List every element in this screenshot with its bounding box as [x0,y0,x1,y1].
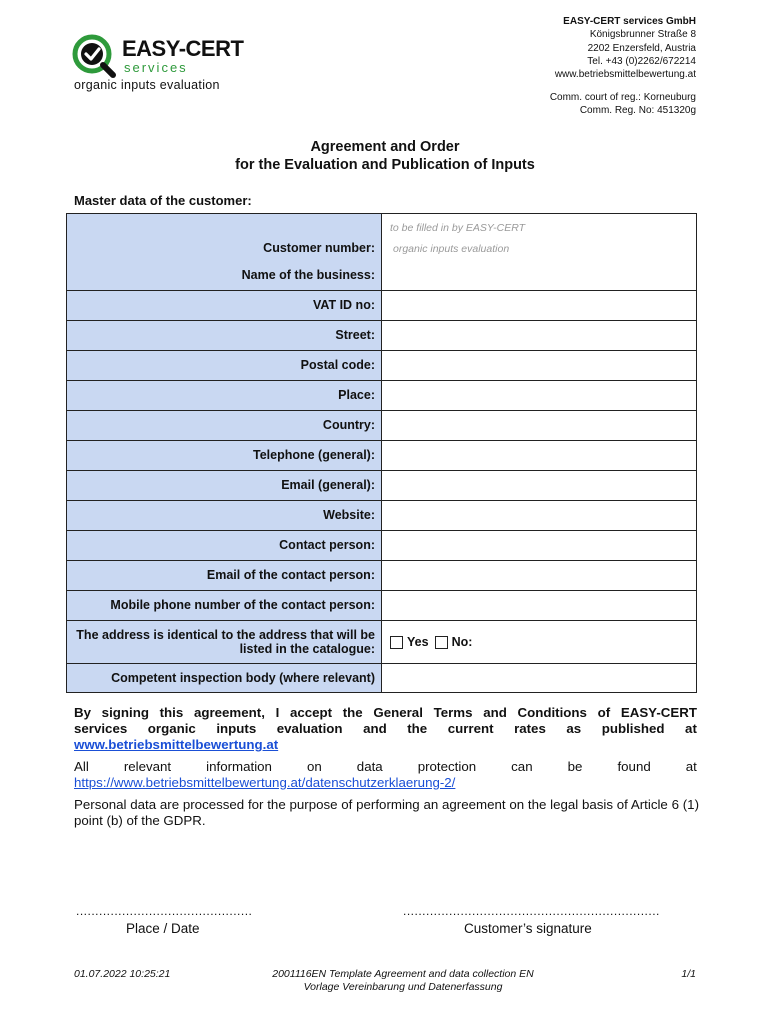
document-title [0,138,770,174]
customer-data-form [66,213,697,693]
footer-document [200,968,606,994]
company-tel: Tel. +43 (0)2262/672214 [587,55,696,67]
word: and [363,721,387,736]
footer-timestamp: 01.07.2022 10:25:21 [74,968,171,980]
terms-paragraph [74,705,697,753]
word: at [685,721,697,736]
form-row-label: Email of the contact person: [67,561,382,590]
form-row [67,470,696,500]
word: published [601,721,665,736]
signature-line: ................................................................... [403,904,660,918]
terms-line-2 [74,721,697,737]
word: relevant [123,759,172,774]
company-name: EASY-CERT services GmbH [563,16,696,27]
form-row-label: Postal code: [67,351,382,380]
form-row-input[interactable] [382,351,696,380]
word: be [567,759,583,774]
form-row [67,440,696,470]
gdpr-paragraph: Personal data are processed for the purpose of performing an agreement on the legal basis of Article 6 (1) point (b) of the GDPR. [74,797,699,828]
form-row-input[interactable] [382,561,696,590]
form-row [67,350,696,380]
form-row-label: Email (general): [67,471,382,500]
word: General [373,705,423,720]
footer-doc-line-2: Vorlage Vereinbarung und Datenerfassung [303,981,503,993]
place-date-label: Place / Date [126,921,200,936]
yes-checkbox[interactable] [390,636,403,649]
form-row-input[interactable] [382,471,696,500]
word: protection [417,759,477,774]
yes-label: Yes [407,635,429,649]
company-city: 2202 Enzersfeld, Austria [587,42,696,54]
logo-tagline: organic inputs evaluation [74,78,220,92]
form-row [67,410,696,440]
form-row-label: Mobile phone number of the contact person: [67,591,382,620]
form-row-label: Country: [67,411,382,440]
form-row-label: Name of the business: [67,261,382,290]
word: services [74,721,128,736]
form-row-input[interactable] [382,531,696,560]
word: signing [101,705,149,720]
form-row [67,500,696,530]
form-row-input[interactable] [382,381,696,410]
word: of [597,705,611,720]
form-row-input[interactable] [382,321,696,350]
word: rates [514,721,546,736]
word: can [511,759,533,774]
title-line-1: Agreement and Order [310,139,460,155]
form-row-input[interactable] [382,591,696,620]
company-street: Königsbrunner Straße 8 [589,29,696,41]
company-address [555,15,696,81]
form-row-input[interactable] [382,411,696,440]
word: evaluation [276,721,343,736]
form-row [67,320,696,350]
signature-label: Customer’s signature [464,921,592,936]
word: Conditions [517,705,587,720]
form-row-inspection-body [67,663,696,692]
form-row-input[interactable] [382,261,696,290]
form-row-label: Place: [67,381,382,410]
form-row-customer-number [67,214,696,261]
registration-number: Comm. Reg. No: 451320g [579,105,696,117]
terms-link[interactable]: www.betriebsmittelbewertung.at [74,737,279,752]
word: as [566,721,582,736]
form-row-input[interactable] [382,441,696,470]
customer-number-hint-2: organic inputs evaluation [393,243,510,255]
word: information [206,759,272,774]
word: at [685,759,697,774]
footer-doc-line-1: 2001116EN Template Agreement and data collection EN [272,968,534,980]
form-row-label: VAT ID no: [67,291,382,320]
word: on [306,759,322,774]
terms-line-1 [74,705,697,721]
word: data [356,759,383,774]
privacy-paragraph [74,759,697,791]
word: All [74,759,89,774]
word: this [159,705,184,720]
form-row [67,290,696,320]
logo-title: EASY-CERT [122,36,244,61]
word: inputs [216,721,257,736]
word: agreement, [193,705,265,720]
company-registration [550,91,696,118]
form-row-label: Contact person: [67,531,382,560]
form-row-label: Website: [67,501,382,530]
form-row [67,590,696,620]
inspection-body-field[interactable] [382,664,696,692]
address-identical-label: The address is identical to the address that will be listed in the catalogue: [67,621,382,663]
word: organic [147,721,196,736]
logo-subtitle: services [124,60,188,75]
title-line-2: for the Evaluation and Publication of Inputs [235,157,535,173]
word: the [342,705,363,720]
no-checkbox[interactable] [435,636,448,649]
word: By [74,705,91,720]
word: the [407,721,428,736]
word: accept [289,705,333,720]
form-row [67,560,696,590]
footer-page: 1/1 [681,968,696,980]
form-row-address-identical [67,620,696,663]
customer-number-label: Customer number: [67,214,382,261]
privacy-link[interactable]: https://www.betriebsmittelbewertung.at/datenschutzerklaerung-2/ [74,775,456,790]
magnifier-check-icon [72,34,116,78]
customer-number-hint-1: to be filled in by EASY-CERT [390,222,526,234]
word: and [483,705,507,720]
privacy-line-1 [74,759,697,775]
form-row-input[interactable] [382,501,696,530]
address-identical-field [382,621,696,663]
place-date-line: .............................................. [76,904,253,918]
form-row-input[interactable] [382,291,696,320]
form-row [67,261,696,290]
customer-number-field[interactable] [382,214,696,261]
word: current [447,721,494,736]
section-heading: Master data of the customer: [74,193,252,208]
form-row-label: Street: [67,321,382,350]
inspection-body-label: Competent inspection body (where relevant) [67,664,382,692]
word: Terms [433,705,473,720]
word: found [617,759,651,774]
registration-court: Comm. court of reg.: Korneuburg [549,92,696,103]
word: EASY-CERT [620,705,697,720]
form-row [67,380,696,410]
form-row-label: Telephone (general): [67,441,382,470]
no-label: No: [451,635,473,649]
form-row [67,530,696,560]
company-web: www.betriebsmittelbewertung.at [554,69,696,81]
word: I [275,705,280,720]
